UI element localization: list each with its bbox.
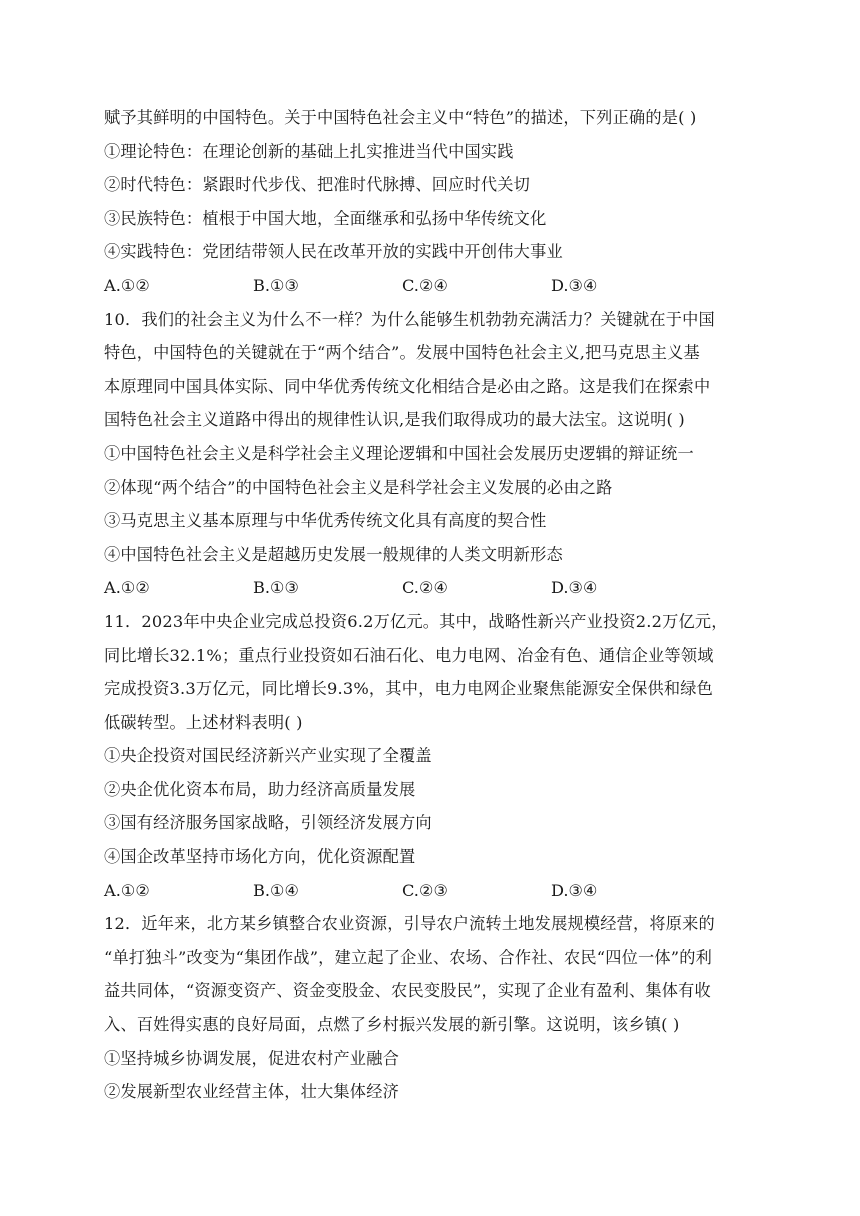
question-10 [104,303,754,605]
choice-item: ①中国特色社会主义是科学社会主义理论逻辑和中国社会发展历史逻辑的辩证统一 [104,443,694,463]
question-stem-line: 入、百姓得实惠的良好局面，点燃了乡村振兴发展的新引擎。这说明，该乡镇( ) [104,1015,680,1035]
option-a: A.①② [104,275,150,295]
question-stem-line: “单打独斗”改变为“集团作战”，建立起了企业、农场、合作社、农民“四位一体”的利 [104,947,713,967]
document-page [104,101,754,1109]
option-d: D.③④ [551,880,598,900]
question-stem-line: 同比增长32.1%；重点行业投资如石油石化、电力电网、冶金有色、通信企业等领域 [104,645,714,665]
question-11 [104,605,754,907]
question-stem-line: 本原理同中国具体实际、同中华优秀传统文化相结合是必由之路。这是我们在探索中 [104,376,711,396]
choice-item: ④中国特色社会主义是超越历史发展一般规律的人类文明新形态 [104,544,563,564]
option-d: D.③④ [551,578,598,598]
question-stem-line: 低碳转型。上述材料表明( ) [104,712,303,732]
option-c: C.②④ [402,275,448,295]
choice-item: ③国有经济服务国家战略，引领经济发展方向 [104,813,432,833]
choice-item: ②体现“两个结合”的中国特色社会主义是科学社会主义发展的必由之路 [104,477,613,497]
choice-item: ①坚持城乡协调发展，促进农村产业融合 [104,1048,399,1068]
question-9-continuation [104,101,754,303]
choice-item: ③民族特色：植根于中国大地，全面继承和弘扬中华传统文化 [104,208,547,228]
choice-item: ①理论特色：在理论创新的基础上扎实推进当代中国实践 [104,141,514,161]
question-stem-line: 赋予其鲜明的中国特色。关于中国特色社会主义中“特色”的描述，下列正确的是( ) [104,108,697,127]
choice-item: ③马克思主义基本原理与中华优秀传统文化具有高度的契合性 [104,511,547,531]
option-c: C.②④ [402,578,448,598]
option-a: A.①② [104,880,150,900]
question-stem-line: 完成投资3.3万亿元，同比增长9.3%，其中，电力电网企业聚焦能源安全保供和绿色 [104,679,714,699]
choice-item: ②时代特色：紧跟时代步伐、把准时代脉搏、回应时代关切 [104,175,531,195]
question-stem-line: 11．2023年中央企业完成总投资6.2万亿元。其中，战略性新兴产业投资2.2万亿元， [104,611,728,631]
answer-options [104,874,754,908]
question-stem-line: 12．近年来，北方某乡镇整合农业资源，引导农户流转土地发展规模经营，将原来的 [104,914,715,934]
question-12 [104,907,754,1109]
option-a: A.①② [104,578,150,598]
option-d: D.③④ [551,275,598,295]
question-stem-line: 特色，中国特色的关键就在于“两个结合”。发展中国特色社会主义,把马克思主义基 [104,343,700,363]
question-stem-line: 国特色社会主义道路中得出的规律性认识,是我们取得成功的最大法宝。这说明( ) [104,410,685,430]
choice-item: ④国企改革坚持市场化方向，优化资源配置 [104,847,416,867]
question-stem-line: 益共同体，“资源变资产、资金变股金、农民变股民”，实现了企业有盈利、集体有收 [104,981,711,1001]
answer-options [104,269,754,303]
choice-item: ④实践特色：党团结带领人民在改革开放的实践中开创伟大事业 [104,242,563,262]
question-stem-line: 10．我们的社会主义为什么不一样？为什么能够生机勃勃充满活力？关键就在于中国 [104,309,715,329]
choice-item: ①央企投资对国民经济新兴产业实现了全覆盖 [104,746,432,766]
choice-item: ②发展新型农业经营主体，壮大集体经济 [104,1082,399,1102]
choice-item: ②央企优化资本布局，助力经济高质量发展 [104,779,416,799]
answer-options [104,571,754,605]
option-b: B.①③ [253,578,300,598]
option-b: B.①③ [253,275,300,295]
option-c: C.②③ [402,880,448,900]
option-b: B.①④ [253,880,300,900]
